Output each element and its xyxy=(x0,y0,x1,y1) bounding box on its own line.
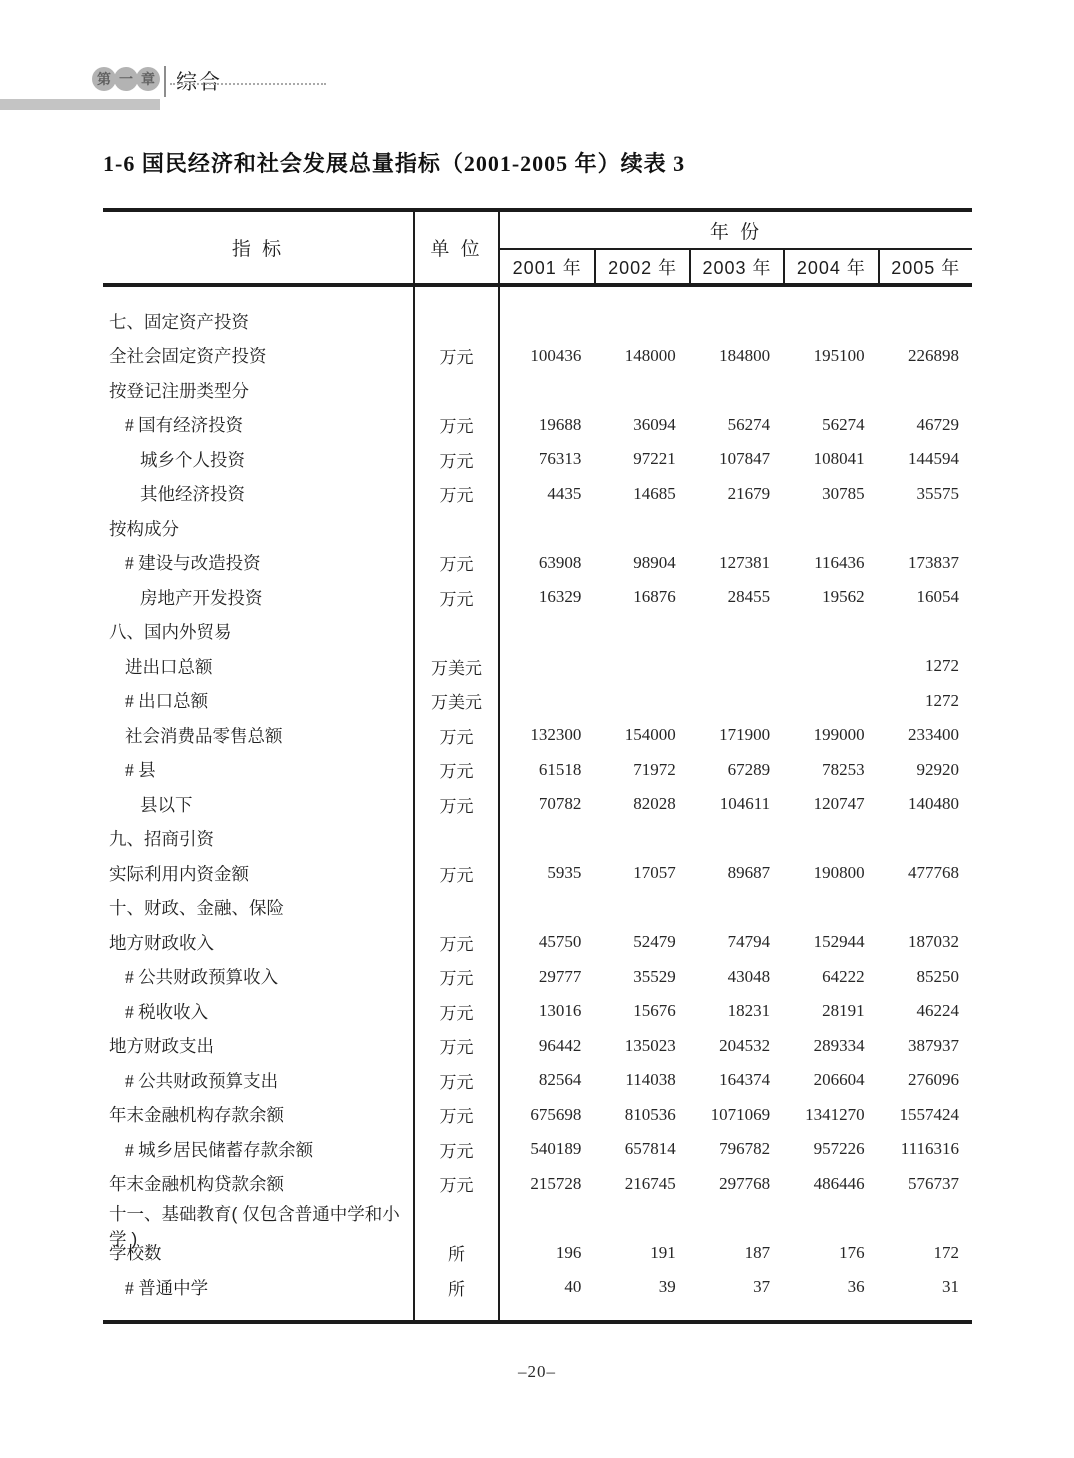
row-value: 199000 xyxy=(813,725,865,745)
row-label: 学校数 xyxy=(103,1236,415,1271)
row-value: 576737 xyxy=(907,1173,959,1193)
row-unit: 万美元 xyxy=(415,684,500,719)
row-value xyxy=(689,304,783,339)
table-row xyxy=(103,925,972,960)
table-row xyxy=(103,787,972,822)
table-row xyxy=(103,615,972,650)
row-value: 114038 xyxy=(625,1070,676,1090)
row-unit: 万元 xyxy=(415,753,500,788)
row-value: 98904 xyxy=(633,552,676,572)
row-value: 135023 xyxy=(624,1035,676,1055)
row-value xyxy=(500,684,594,719)
row-value: 89687 xyxy=(727,863,771,883)
header-dotted-rule xyxy=(170,83,326,85)
row-value: 810536 xyxy=(624,1104,676,1124)
row-value xyxy=(878,1305,972,1320)
row-label: # 税收收入 xyxy=(103,994,415,1029)
table-row xyxy=(103,684,972,719)
row-value: 67289 xyxy=(727,759,771,779)
row-label: 房地产开发投资 xyxy=(103,580,415,615)
row-value: 19688 xyxy=(538,414,582,434)
row-value: 70782 xyxy=(538,794,582,814)
table-row xyxy=(103,1029,972,1064)
row-unit: 万元 xyxy=(415,477,500,512)
row-unit: 万元 xyxy=(415,1029,500,1064)
row-label xyxy=(103,1305,415,1320)
chapter-badge xyxy=(92,67,158,91)
row-value: 233400 xyxy=(907,725,959,745)
row-value: 540189 xyxy=(530,1139,582,1159)
row-value xyxy=(594,891,688,926)
row-value: 276096 xyxy=(907,1070,959,1090)
row-value: 190800 xyxy=(813,863,865,883)
row-label: 县以下 xyxy=(103,787,415,822)
row-label: 九、招商引资 xyxy=(103,822,415,857)
table-row xyxy=(103,1098,972,1133)
row-unit: 万元 xyxy=(415,442,500,477)
table-row xyxy=(103,822,972,857)
row-value: 37 xyxy=(753,1277,771,1297)
row-value: 35529 xyxy=(633,966,676,986)
row-value: 61518 xyxy=(538,759,582,779)
table-row xyxy=(103,304,972,339)
table-row xyxy=(103,287,972,304)
row-unit: 万元 xyxy=(415,339,500,374)
row-value: 1341270 xyxy=(805,1104,865,1124)
row-label: 实际利用内资金额 xyxy=(103,856,415,891)
table-row xyxy=(103,580,972,615)
row-value: 108041 xyxy=(813,449,865,469)
table-row xyxy=(103,339,972,374)
row-unit: 万元 xyxy=(415,580,500,615)
row-value xyxy=(500,822,594,857)
table-row xyxy=(103,1305,972,1320)
running-head xyxy=(0,0,1074,130)
row-label: 地方财政收入 xyxy=(103,925,415,960)
row-label: # 公共财政预算支出 xyxy=(103,1063,415,1098)
row-unit: 万美元 xyxy=(415,649,500,684)
row-value: 56274 xyxy=(727,414,771,434)
row-value xyxy=(878,822,972,857)
table-row xyxy=(103,373,972,408)
row-value: 796782 xyxy=(719,1139,771,1159)
row-value: 5935 xyxy=(547,863,582,883)
row-label: 按登记注册类型分 xyxy=(103,373,415,408)
header-year: 2001 年 xyxy=(512,257,582,278)
row-value: 1116316 xyxy=(900,1139,959,1159)
row-value: 154000 xyxy=(624,725,676,745)
row-value: 63908 xyxy=(538,552,582,572)
row-unit: 万元 xyxy=(415,925,500,960)
row-value: 289334 xyxy=(813,1035,865,1055)
row-value: 140480 xyxy=(907,794,959,814)
row-value xyxy=(689,373,783,408)
header-year: 2003 年 xyxy=(689,250,783,283)
row-value: 13016 xyxy=(538,1001,582,1021)
row-value xyxy=(594,373,688,408)
row-unit: 万元 xyxy=(415,1132,500,1167)
row-value: 78253 xyxy=(822,759,865,779)
row-value: 16329 xyxy=(538,587,582,607)
table-row xyxy=(103,649,972,684)
row-value: 171900 xyxy=(719,725,771,745)
row-value xyxy=(500,891,594,926)
row-label xyxy=(103,287,415,304)
row-value xyxy=(878,304,972,339)
row-value: 116436 xyxy=(814,552,865,572)
row-value xyxy=(878,373,972,408)
row-label: # 建设与改造投资 xyxy=(103,546,415,581)
row-value xyxy=(783,649,877,684)
row-value xyxy=(594,649,688,684)
table-row xyxy=(103,1270,972,1305)
row-label: 地方财政支出 xyxy=(103,1029,415,1064)
row-value: 107847 xyxy=(719,449,771,469)
row-value: 196 xyxy=(555,1242,582,1262)
row-value: 17057 xyxy=(633,863,676,883)
table-title: 1-6 国民经济和社会发展总量指标（2001-2005 年）续表 3 xyxy=(103,151,686,176)
row-value: 216745 xyxy=(624,1173,676,1193)
row-value: 36094 xyxy=(633,414,676,434)
row-value: 144594 xyxy=(907,449,959,469)
row-value: 132300 xyxy=(530,725,582,745)
row-value: 46729 xyxy=(916,414,959,434)
row-value: 195100 xyxy=(813,345,865,365)
chapter-bar xyxy=(0,99,160,110)
row-value: 35575 xyxy=(916,483,959,503)
row-value xyxy=(500,649,594,684)
table-row xyxy=(103,511,972,546)
row-value xyxy=(594,1305,688,1320)
row-value: 96442 xyxy=(538,1035,582,1055)
row-value: 1557424 xyxy=(899,1104,959,1124)
row-value: 152944 xyxy=(813,932,865,952)
row-label: # 国有经济投资 xyxy=(103,408,415,443)
row-value: 92920 xyxy=(916,759,959,779)
row-value xyxy=(689,511,783,546)
table-row xyxy=(103,1201,972,1249)
header-year: 2004 年 xyxy=(783,250,877,283)
row-value xyxy=(689,287,783,304)
row-unit: 万元 xyxy=(415,1098,500,1133)
row-value: 28191 xyxy=(822,1001,865,1021)
row-unit xyxy=(415,304,500,339)
row-label: 年末金融机构存款余额 xyxy=(103,1098,415,1133)
table-row xyxy=(103,718,972,753)
row-value: 30785 xyxy=(822,483,865,503)
row-value: 215728 xyxy=(530,1173,582,1193)
row-unit: 万元 xyxy=(415,546,500,581)
row-value: 226898 xyxy=(907,345,959,365)
row-value xyxy=(783,373,877,408)
table-row xyxy=(103,1132,972,1167)
row-value: 100436 xyxy=(530,345,582,365)
row-value xyxy=(689,891,783,926)
row-unit: 万元 xyxy=(415,960,500,995)
row-value xyxy=(783,304,877,339)
row-value: 43048 xyxy=(727,966,771,986)
row-unit: 所 xyxy=(415,1236,500,1271)
row-value xyxy=(594,511,688,546)
row-value: 187032 xyxy=(907,932,959,952)
row-label: 按构成分 xyxy=(103,511,415,546)
row-value: 16054 xyxy=(916,587,959,607)
row-unit xyxy=(415,1305,500,1320)
row-value: 56274 xyxy=(822,414,865,434)
row-value: 64222 xyxy=(822,966,865,986)
row-unit xyxy=(415,822,500,857)
row-value: 31 xyxy=(941,1277,959,1297)
row-value: 45750 xyxy=(538,932,582,952)
row-value: 104611 xyxy=(719,794,771,814)
row-label: 社会消费品零售总额 xyxy=(103,718,415,753)
row-value: 15676 xyxy=(633,1001,676,1021)
table-row xyxy=(103,477,972,512)
row-label: 八、国内外贸易 xyxy=(103,615,415,650)
row-unit: 万元 xyxy=(415,1063,500,1098)
row-value: 82564 xyxy=(538,1070,582,1090)
table-row xyxy=(103,408,972,443)
row-value: 21679 xyxy=(727,483,771,503)
row-value: 71972 xyxy=(633,759,676,779)
row-label: 全社会固定资产投资 xyxy=(103,339,415,374)
row-value: 187 xyxy=(744,1242,771,1262)
row-value: 957226 xyxy=(813,1139,865,1159)
row-value xyxy=(783,684,877,719)
row-label: # 普通中学 xyxy=(103,1270,415,1305)
table-body xyxy=(103,287,972,1320)
row-value: 36 xyxy=(847,1277,865,1297)
row-label: 十一、基础教育( 仅包含普通中学和小学 ) xyxy=(103,1201,415,1251)
header-divider xyxy=(164,66,166,97)
row-value: 76313 xyxy=(538,449,582,469)
header-year-group: 年 份 xyxy=(500,212,972,250)
row-unit xyxy=(415,891,500,926)
row-value xyxy=(783,615,877,650)
row-value: 39 xyxy=(658,1277,676,1297)
row-value xyxy=(878,511,972,546)
row-value: 28455 xyxy=(727,587,771,607)
row-unit xyxy=(415,287,500,304)
row-label: # 出口总额 xyxy=(103,684,415,719)
table-row xyxy=(103,994,972,1029)
row-value: 46224 xyxy=(916,1001,959,1021)
row-unit xyxy=(415,511,500,546)
chapter-badge-char: 第 xyxy=(92,67,116,91)
row-value xyxy=(689,684,783,719)
row-value: 120747 xyxy=(813,794,865,814)
row-value xyxy=(500,304,594,339)
row-value: 127381 xyxy=(719,552,771,572)
row-value: 4435 xyxy=(547,483,582,503)
row-unit: 万元 xyxy=(415,994,500,1029)
row-label: 十、财政、金融、保险 xyxy=(103,891,415,926)
row-unit: 万元 xyxy=(415,718,500,753)
row-unit: 万元 xyxy=(415,856,500,891)
table-row xyxy=(103,442,972,477)
row-value xyxy=(783,891,877,926)
table-row xyxy=(103,856,972,891)
row-value xyxy=(594,287,688,304)
row-value: 16876 xyxy=(633,587,676,607)
chapter-badge-char: 章 xyxy=(136,67,160,91)
row-label: 城乡个人投资 xyxy=(103,442,415,477)
row-value: 85250 xyxy=(916,966,959,986)
row-value: 675698 xyxy=(530,1104,582,1124)
table-row xyxy=(103,891,972,926)
row-value xyxy=(878,891,972,926)
row-value xyxy=(783,287,877,304)
row-value: 40 xyxy=(564,1277,582,1297)
row-value xyxy=(500,287,594,304)
row-value xyxy=(878,615,972,650)
chapter-title: 综合 xyxy=(176,71,222,94)
row-value: 18231 xyxy=(727,1001,771,1021)
row-value xyxy=(594,684,688,719)
row-value xyxy=(594,304,688,339)
row-value xyxy=(783,1305,877,1320)
row-value xyxy=(783,511,877,546)
row-value: 148000 xyxy=(624,345,676,365)
row-value xyxy=(878,287,972,304)
header-year: 2002 年 xyxy=(594,250,688,283)
row-value xyxy=(594,822,688,857)
row-value: 1071069 xyxy=(710,1104,771,1124)
row-label: # 县 xyxy=(103,753,415,788)
row-value xyxy=(689,615,783,650)
table-header xyxy=(103,212,972,283)
row-value: 97221 xyxy=(633,449,676,469)
row-value: 486446 xyxy=(813,1173,865,1193)
table-row xyxy=(103,753,972,788)
row-value: 387937 xyxy=(907,1035,959,1055)
row-value: 19562 xyxy=(822,587,865,607)
row-value: 657814 xyxy=(624,1139,676,1159)
row-value: 164374 xyxy=(719,1070,771,1090)
row-unit xyxy=(415,373,500,408)
row-label: 进出口总额 xyxy=(103,649,415,684)
header-year: 2005 年 xyxy=(878,250,972,283)
row-value xyxy=(689,649,783,684)
row-value: 172 xyxy=(933,1242,959,1262)
row-unit: 万元 xyxy=(415,787,500,822)
header-indicator: 指 标 xyxy=(103,212,415,283)
row-value: 1272 xyxy=(924,656,959,676)
row-value: 297768 xyxy=(719,1173,771,1193)
row-value: 206604 xyxy=(813,1070,865,1090)
row-value: 173837 xyxy=(907,552,959,572)
row-value: 184800 xyxy=(719,345,771,365)
row-value: 176 xyxy=(839,1242,865,1262)
page-number: –20– xyxy=(518,1362,556,1381)
row-unit: 万元 xyxy=(415,408,500,443)
row-label: 年末金融机构贷款余额 xyxy=(103,1167,415,1202)
header-unit: 单 位 xyxy=(415,212,500,283)
table-row xyxy=(103,960,972,995)
row-value: 1272 xyxy=(924,690,959,710)
row-label: 七、固定资产投资 xyxy=(103,304,415,339)
row-value: 477768 xyxy=(907,863,959,883)
row-value xyxy=(783,822,877,857)
row-value: 29777 xyxy=(538,966,582,986)
row-label: # 城乡居民储蓄存款余额 xyxy=(103,1132,415,1167)
table-row xyxy=(103,1167,972,1202)
row-value: 204532 xyxy=(719,1035,771,1055)
row-value xyxy=(500,1305,594,1320)
row-value xyxy=(500,511,594,546)
stats-table xyxy=(103,208,972,1324)
row-label: 其他经济投资 xyxy=(103,477,415,512)
row-unit xyxy=(415,615,500,650)
row-value: 191 xyxy=(650,1242,676,1262)
row-unit: 万元 xyxy=(415,1167,500,1202)
row-value: 74794 xyxy=(727,932,771,952)
table-row xyxy=(103,546,972,581)
row-label: # 公共财政预算收入 xyxy=(103,960,415,995)
chapter-badge-char: 一 xyxy=(114,67,138,91)
row-value: 14685 xyxy=(633,483,676,503)
table-row xyxy=(103,1063,972,1098)
row-value: 52479 xyxy=(633,932,676,952)
row-value xyxy=(500,373,594,408)
row-unit: 所 xyxy=(415,1270,500,1305)
row-value: 82028 xyxy=(633,794,676,814)
row-value xyxy=(689,822,783,857)
row-value xyxy=(689,1305,783,1320)
table-row xyxy=(103,1236,972,1271)
row-value xyxy=(500,615,594,650)
row-value xyxy=(594,615,688,650)
